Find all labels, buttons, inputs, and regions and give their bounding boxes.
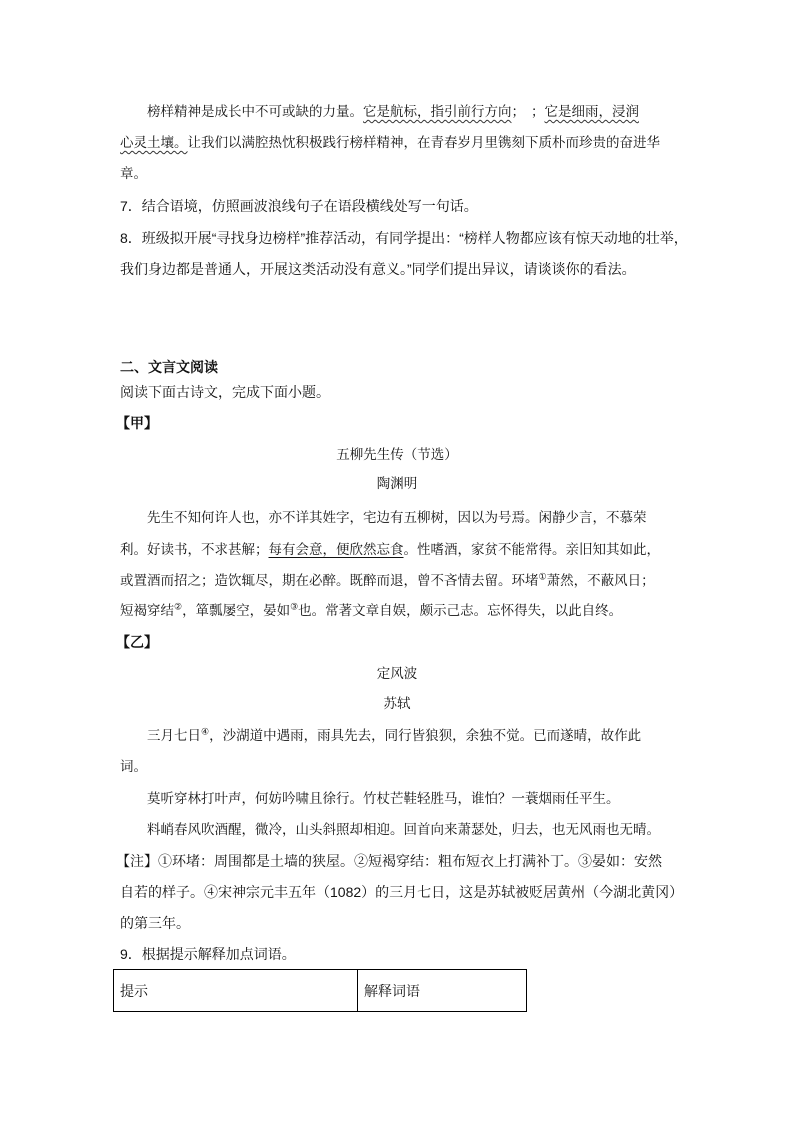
table-header-hint: 提示 bbox=[114, 970, 358, 1012]
yi-line1 bbox=[147, 726, 641, 746]
yi-line2: 词。 bbox=[120, 759, 147, 775]
table-header-explanation: 解释词语 bbox=[358, 970, 527, 1012]
table-row bbox=[114, 970, 527, 1012]
passage-text: 榜样精神是成长中不可或缺的力量。 bbox=[147, 104, 363, 120]
jia-line2 bbox=[120, 540, 660, 560]
yi-title: 定风波 bbox=[376, 666, 418, 682]
passage-text: 或置酒而招之；造饮辄尽，期在必醉。既醉而退，曾不吝情去留。环堵 bbox=[120, 573, 539, 589]
footnote-marker: ② bbox=[174, 602, 183, 613]
yi-author: 苏轼 bbox=[383, 696, 411, 712]
jia-author: 陶渊明 bbox=[376, 476, 418, 492]
footnote-marker: ③ bbox=[290, 602, 299, 613]
passage-text: 让我们以满腔热忱积极践行榜样精神，在青春岁月里镌刻下质朴而珍贵的奋进华 bbox=[187, 135, 660, 151]
question-8-line2: 我们身边都是普通人，开展这类活动没有意义。”同学们提出异议，请谈谈你的看法。 bbox=[120, 261, 636, 277]
label-jia: 【甲】 bbox=[116, 415, 158, 431]
jia-title: 五柳先生传（节选） bbox=[336, 447, 458, 463]
jia-line1: 先生不知何许人也，亦不详其姓字，宅边有五柳树，因以为号焉。闲静少言，不慕荣 bbox=[147, 510, 647, 526]
passage-text: 章。 bbox=[120, 166, 147, 182]
question-8-line1: 8．班级拟开展“寻找身边榜样”推荐活动，有同学提出：“榜样人物都应该有惊天动地的壮举， bbox=[120, 230, 688, 246]
passage-text: ，箪瓢屡空，晏如 bbox=[182, 603, 291, 619]
passage-text: 萧然，不蔽风日； bbox=[546, 573, 655, 589]
notes-line3: 的第三年。 bbox=[120, 915, 190, 931]
wavy-sentence: 心灵土壤。 bbox=[120, 135, 188, 151]
passage-text: 也。常著文章自娱，颇示己志。忘怀得失，以此自终。 bbox=[298, 603, 623, 619]
section-instruction: 阅读下面古诗文，完成下面小题。 bbox=[120, 384, 330, 400]
notes-line2: 自若的样子。④宋神宗元丰五年（1082）的三月七日，这是苏轼被贬居黄州（今湖北黄冈） bbox=[120, 884, 684, 900]
passage-text: ，沙湖道中遇雨，雨具先去，同行皆狼狈，余独不觉。已而遂晴，故作此 bbox=[209, 728, 642, 744]
passage-text: 利。好读书，不求甚解； bbox=[120, 542, 269, 558]
answer-table bbox=[113, 969, 527, 1012]
label-yi: 【乙】 bbox=[116, 634, 158, 650]
footnote-marker: ④ bbox=[201, 727, 210, 738]
wavy-sentence: 它是航标，指引前行方向 bbox=[363, 104, 512, 120]
question-9: 9．根据提示解释加点词语。 bbox=[120, 946, 296, 962]
yi-line4: 料峭春风吹酒醒，微冷，山头斜照却相迎。回首向来萧瑟处，归去，也无风雨也无晴。 bbox=[147, 822, 660, 838]
jia-line3 bbox=[120, 571, 655, 591]
passage-text: 三月七日 bbox=[147, 728, 201, 744]
underlined-sentence: 每有会意，便欣然忘食 bbox=[268, 542, 404, 558]
passage-text: ； bbox=[531, 104, 545, 120]
notes-line1: 【注】①环堵：周围都是土墙的狭屋。②短褐穿结：粗布短衣上打满补丁。③晏如：安然 bbox=[116, 853, 662, 869]
passage1-line2 bbox=[120, 133, 660, 153]
wavy-sentence: 它是细雨，浸润 bbox=[544, 104, 639, 120]
passage-text: 短褐穿结 bbox=[120, 603, 174, 619]
jia-line4 bbox=[120, 601, 622, 621]
footnote-marker: ① bbox=[538, 572, 547, 583]
question-7: 7．结合语境，仿照画波浪线句子在语段横线处写一句话。 bbox=[120, 198, 478, 214]
passage1-line1 bbox=[147, 102, 639, 122]
passage-text: 。性嗜酒，家贫不能常得。亲旧知其如此， bbox=[403, 542, 660, 558]
section-heading: 二、文言文阅读 bbox=[120, 359, 218, 375]
passage1-line3 bbox=[120, 164, 147, 184]
yi-line3: 莫听穿林打叶声，何妨吟啸且徐行。竹杖芒鞋轻胜马，谁怕？一蓑烟雨任平生。 bbox=[147, 791, 620, 807]
passage-text: ； bbox=[511, 104, 525, 120]
